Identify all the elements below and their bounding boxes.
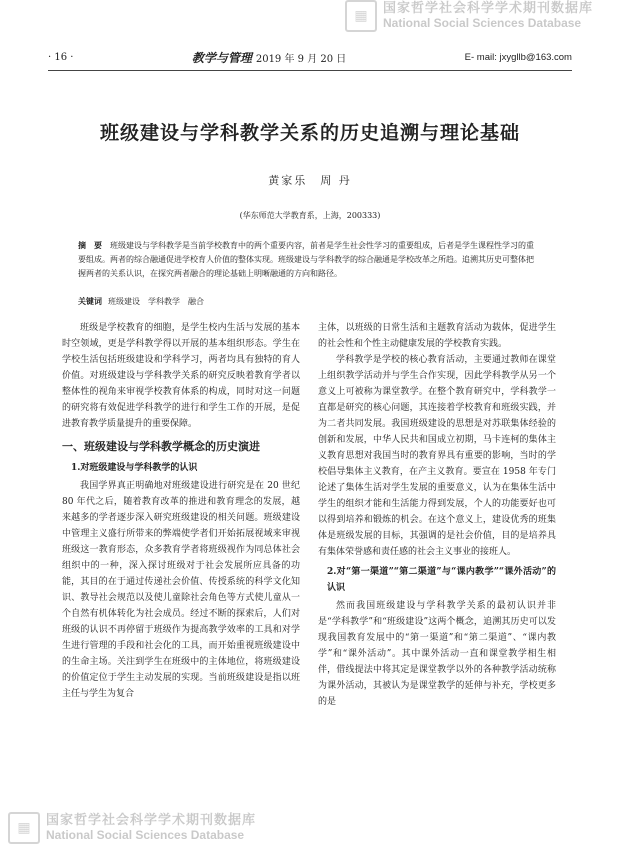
- abstract-text: 班级建设与学科教学是当前学校教育中的两个重要内容，前者是学生社会性学习的重要组成，后者是学生课程性学习的重要组成。两者的综合融通促进学校育人价值的整体实现。班级建设与学科教学的综合融通是学校改革之所趋。追溯其历史可整体把握两者的关系认识，在探究两者融合的理论基础上明晰融通的方向和路径。: [78, 241, 534, 278]
- page-number: · 16 ·: [48, 51, 74, 63]
- article-title: 班级建设与学科教学关系的历史追溯与理论基础: [99, 122, 520, 144]
- subsection-heading-2: 2.对“第一渠道”“第二渠道”与“课内教学”“课外活动”的认识: [327, 567, 556, 593]
- database-logo-icon: ▦: [8, 812, 40, 844]
- page-header: [48, 48, 572, 71]
- watermark-cn: 国家哲学社会科学学术期刊数据库: [383, 1, 594, 16]
- watermark-en: National Social Sciences Database: [46, 828, 245, 842]
- body-paragraph: 主体，以班级的日常生活和主题教育活动为载体，促进学生的社会性和个性主动健康发展的学校教育实践。: [318, 323, 556, 349]
- section-heading-1: 一、班级建设与学科教学概念的历史演进: [62, 440, 260, 453]
- keywords-label: 关键词: [78, 296, 102, 306]
- watermark-bottom: [8, 812, 256, 844]
- watermark-en: National Social Sciences Database: [383, 16, 582, 30]
- left-column: [62, 320, 300, 702]
- issue-date: 2019 年 9 月 20 日: [255, 53, 347, 65]
- intro-paragraph: 班级是学校教育的细胞，是学生校内生活与发展的基本时空领域，更是学科教学得以开展的基本组织形态。学生在学校生活包括班级建设和学科学习，两者均具有独特的育人价值。对班级建设与学科教学关系的研究反映着教育学者以整体性的视角来审视学校教育体系的构成，同时对这一问题的研究将有效促进学科教学的进行和学生工作的开展，是促进教育教学质量提升的重要保障。: [62, 323, 300, 429]
- body-paragraph: 我国学界真正明确地对班级建设进行研究是在 20 世纪 80 年代之后，随着教育改革的推进和教育理念的发展，越来越多的学者逐步深入研究班级建设的相关问题。班级建设中管理主义盛行所带来的弊端使学者们开始拓展视域来审视班级这一教育形态，众多教育学者将班级视作为同总体社会组织中的一种，深入探讨班级对于社会发展所应具备的功能，其目的在于通过传递社会价值、传授系统的科学文化知识、教导社会规范以及使儿童除社会角色等方式使儿童从一个自然有机体转化为社会成员。经过不断的探索后，人们对班级的认识不再停留于班级作为提高教学效率的工具和对学生进行管理的手段和社会化的工具，而开始重视班级建设中的生命主场。关注到学生在班级中的主体地位，将班级建设的价值定位于学生主动发展的实现。当前班级建设是指以班主任与学生为复合: [62, 481, 300, 699]
- body-paragraph: 学科教学是学校的核心教育活动，主要通过教师在课堂上组织教学活动并与学生合作实现，因此学科教学从另一个意义上可被称为课堂教学。在整个教育研究中，学科教学一直都是研究的核心问题，其连接着学校教育和班级实践，并为二者共同发展。我国班级建设的思想是对苏联集体经验的创新和发展，中华人民共和国成立初期，马卡连柯的集体主义教育思想对我国当时的教育界具有重要的影响，当时的学校倡导集体主义教育，在产主义教育。要宣在 1958 年专门论述了集体生活对学生发展的重要意义，认为在集体生活中学生的组织才能和生活能力得到发展，个人的功能要好也可以得到培养和锻炼的机会。在这个意义上，建设优秀的班集体是班级发展的目标，其强调的是社会价值，目的是培养具有集体荣誉感和责任感的社会主义事业的接班人。: [318, 355, 556, 557]
- journal-email: E- mail: jxygllb@163.com: [464, 51, 572, 63]
- database-logo-icon: ▦: [345, 0, 377, 32]
- keywords-text: 班级建设 学科教学 融合: [108, 297, 204, 306]
- body-paragraph: 然而我国班级建设与学科教学关系的最初认识并非是“学科教学”和“班级建设”这两个概念，追溯其历史可以发现我国教育发展中的“第一渠道”和“第二渠道”、“课内教学”和“课外活动”。其中课外活动一直和课堂教学相生相伴，借线提法中将其定是课堂教学以外的各种教学活动统称为课外活动，其被认为是课堂教学的延伸与补充，学校更多的是: [318, 601, 556, 707]
- watermark-cn: 国家哲学社会科学学术期刊数据库: [46, 813, 257, 828]
- author-affiliation: (华东师范大学教育系，上海，200333): [239, 211, 381, 220]
- journal-name: 教学与管理: [191, 50, 252, 65]
- keywords: [78, 296, 540, 307]
- abstract-label: 摘 要: [78, 240, 102, 250]
- abstract: [78, 238, 540, 281]
- right-column: [318, 320, 556, 710]
- article-authors: 黄家乐 周 丹: [268, 174, 352, 187]
- watermark-top: [345, 0, 593, 32]
- subsection-heading-1: 1.对班级建设与学科教学的认识: [71, 463, 198, 473]
